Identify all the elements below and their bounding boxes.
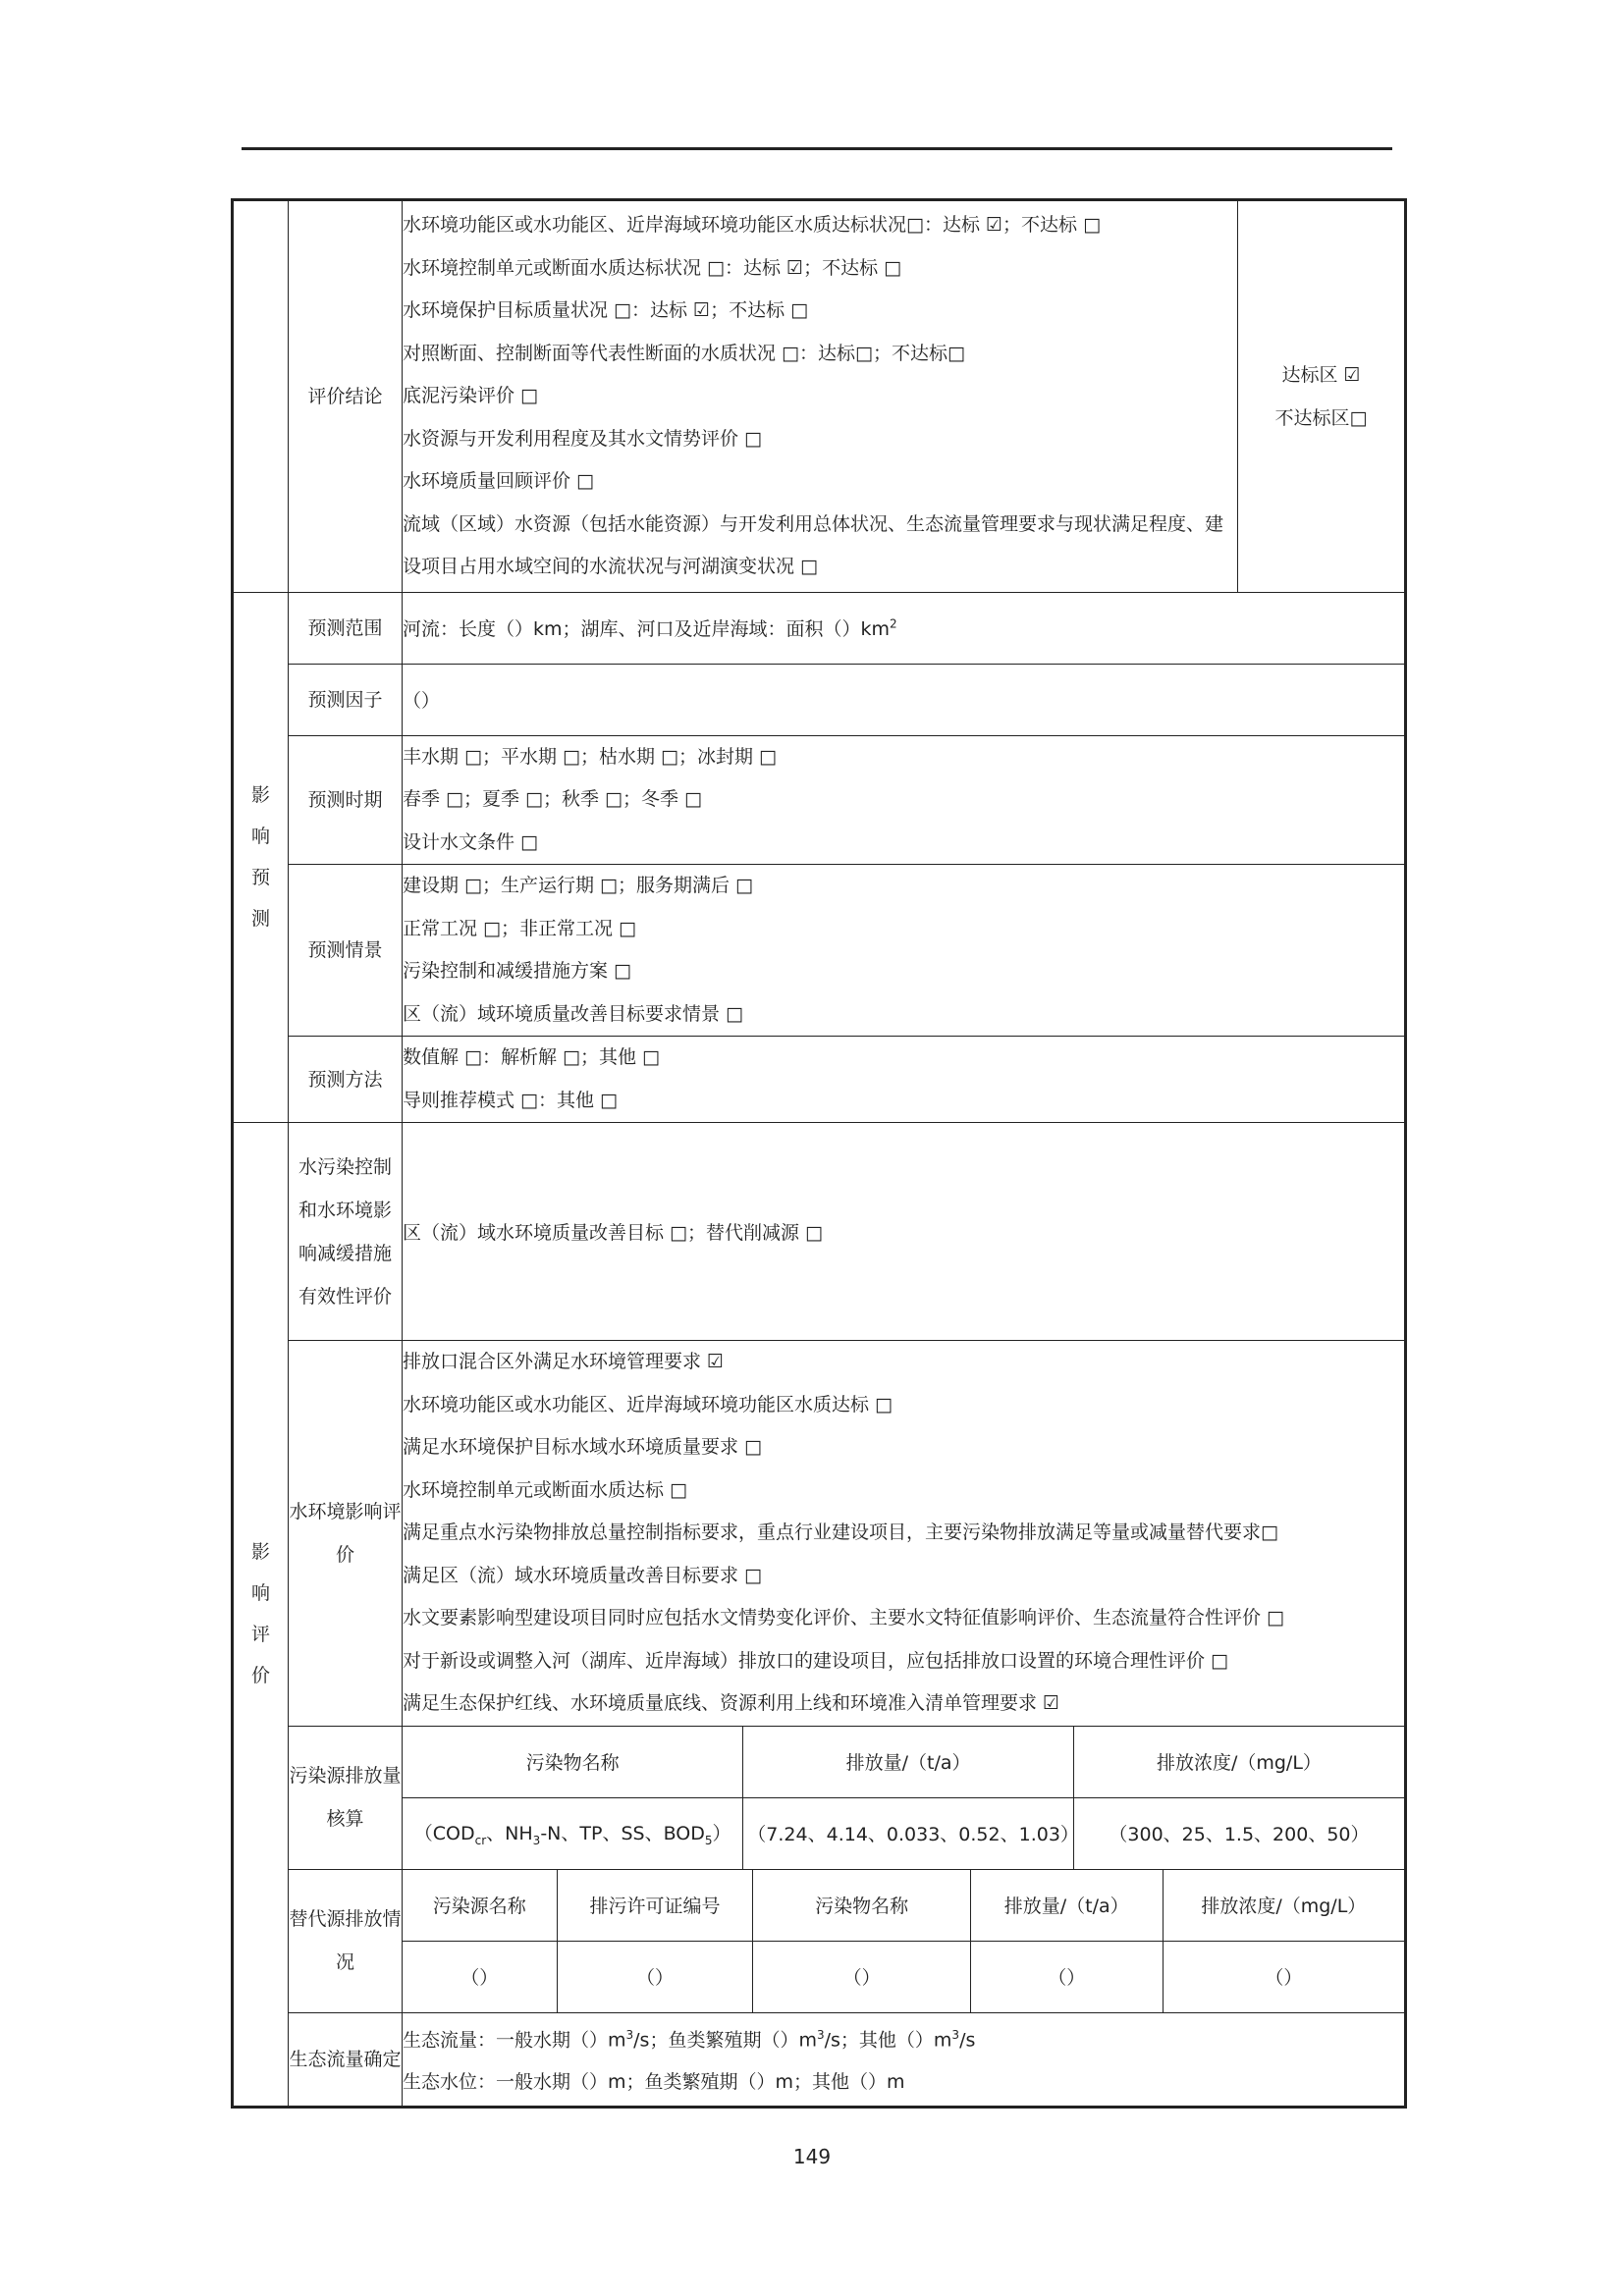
replace-value-cell: （） bbox=[1163, 1941, 1404, 2012]
impact-source-label: 污染源排放量核算 bbox=[289, 1726, 403, 1869]
prediction-factor-content: （） bbox=[403, 664, 1406, 735]
impact-eco-label: 生态流量确定 bbox=[289, 2012, 403, 2107]
source-pollutant-cell: （$COD_{cr}$、$NH_3-N$、TP、SS、$BOD_5$） bbox=[403, 1797, 743, 1869]
replace-value-cell: （） bbox=[557, 1941, 753, 2012]
prediction-period-label: 预测时期 bbox=[289, 735, 403, 865]
evaluation-category bbox=[233, 200, 289, 593]
replace-header-cell: 污染物名称 bbox=[753, 1870, 970, 1942]
replace-header-cell: 污染源名称 bbox=[403, 1870, 557, 1942]
impact-control-content: 区（流）域水环境质量改善目标 □；替代削减源 □ bbox=[403, 1123, 1406, 1341]
non-attainment-zone: 不达标区□ bbox=[1274, 406, 1368, 429]
prediction-factor-row bbox=[233, 664, 1406, 735]
evaluation-line: 水资源与开发利用程度及其水文情势评价 □ bbox=[403, 427, 762, 450]
evaluation-line: 水环境控制单元或断面水质达标状况 □：达标 ☑；不达标 □ bbox=[403, 256, 902, 279]
replace-value-cell: （） bbox=[403, 1941, 557, 2012]
source-amount-cell: （7.24、4.14、0.033、0.52、1.03） bbox=[743, 1797, 1074, 1869]
evaluation-line: 水环境保护目标质量状况 □：达标 ☑；不达标 □ bbox=[403, 299, 809, 321]
prediction-period-content: 丰水期 □；平水期 □；枯水期 □；冰封期 □ 春季 □；夏季 □；秋季 □；冬季 □ 设计水文条件 □ bbox=[403, 735, 1406, 865]
replace-value-cell: （） bbox=[753, 1941, 970, 2012]
impact-category: 影 响 评 价 bbox=[233, 1123, 289, 2108]
source-header-cell: 排放浓度/（mg/L） bbox=[1073, 1727, 1404, 1798]
prediction-factor-label: 预测因子 bbox=[289, 664, 403, 735]
assessment-table bbox=[231, 198, 1407, 2109]
replace-header-cell: 排放量/（t/a） bbox=[970, 1870, 1163, 1942]
source-value-row bbox=[403, 1797, 1404, 1869]
replace-header-row bbox=[403, 1870, 1404, 1942]
prediction-period-row bbox=[233, 735, 1406, 865]
impact-water-row bbox=[233, 1341, 1406, 1727]
prediction-category: 影 响 预 测 bbox=[233, 592, 289, 1123]
evaluation-line: 对照断面、控制断面等代表性断面的水质状况 □：达标□；不达标□ bbox=[403, 342, 965, 364]
impact-source-grid bbox=[403, 1726, 1406, 1869]
impact-control-label: 水污染控制和水环境影响减缓措施有效性评价 bbox=[289, 1123, 403, 1341]
impact-control-row bbox=[233, 1123, 1406, 1341]
replace-header-cell: 排污许可证编号 bbox=[557, 1870, 753, 1942]
impact-water-content: 排放口混合区外满足水环境管理要求 ☑ 水环境功能区或水功能区、近岸海域环境功能区水质达标 □ 满足水环境保护目标水域水环境质量要求 □ 水环境控制单元或断面水质达标 □ 满足重点水污染物排放总量控制指标要求，重点行业建设项目，主要污染物排放满足等量或减量替代要求□ 满足区（流）域水环境质量改善目标要求 □ 水文要素影响型建设项目同时应包括水文情势变化评价、主要水文特征值影响评价、生态流量符合性评价 □ 对于新设或调整入河（湖库、近岸海域）排放口的建设项目，应包括排放口设置的环境合理性评价 □ 满足生态保护红线、水环境质量底线、资源利用上线和环境准入清单管理要求 ☑ bbox=[403, 1341, 1406, 1727]
prediction-method-row bbox=[233, 1037, 1406, 1123]
impact-water-label: 水环境影响评价 bbox=[289, 1341, 403, 1727]
prediction-scenario-label: 预测情景 bbox=[289, 865, 403, 1037]
evaluation-content bbox=[403, 200, 1238, 593]
impact-eco-content bbox=[403, 2012, 1406, 2107]
page-number: 149 bbox=[792, 2145, 832, 2168]
attainment-zone: 达标区 ☑ bbox=[1281, 363, 1361, 386]
prediction-range-row bbox=[233, 592, 1406, 664]
eco-level-line: 生态水位：一般水期（）m；鱼类繁殖期（）m；其他（）m bbox=[403, 2071, 905, 2094]
replace-value-cell: （） bbox=[970, 1941, 1163, 2012]
prediction-method-label: 预测方法 bbox=[289, 1037, 403, 1123]
source-header-cell: 排放量/（t/a） bbox=[743, 1727, 1074, 1798]
impact-source-row bbox=[233, 1726, 1406, 1869]
attainment-zone-cell bbox=[1238, 200, 1406, 593]
eco-flow-line: 生态流量：一般水期$()m^3/s$；鱼类繁殖期$()m^3/s$；其他$()m^3/s$ bbox=[403, 2027, 976, 2051]
prediction-range-label: 预测范围 bbox=[289, 592, 403, 664]
source-header-cell: 污染物名称 bbox=[403, 1727, 743, 1798]
replace-header-cell: 排放浓度/（mg/L） bbox=[1163, 1870, 1404, 1942]
impact-eco-row bbox=[233, 2012, 1406, 2107]
evaluation-line: 水环境功能区或水功能区、近岸海域环境功能区水质达标状况□：达标 ☑；不达标 □ bbox=[403, 214, 1102, 236]
evaluation-line: 底泥污染评价 □ bbox=[403, 385, 538, 406]
source-header-row bbox=[403, 1727, 1404, 1798]
prediction-range-content: 河流：长度（）km；湖库、河口及近岸海域：面积$()km^2$ bbox=[403, 592, 1406, 664]
header-rule bbox=[242, 147, 1392, 150]
impact-replace-label: 替代源排放情况 bbox=[289, 1869, 403, 2012]
impact-replace-grid bbox=[403, 1869, 1406, 2012]
impact-replace-row bbox=[233, 1869, 1406, 2012]
evaluation-label: 评价结论 bbox=[289, 200, 403, 593]
evaluation-row bbox=[233, 200, 1406, 593]
prediction-scenario-content: 建设期 □；生产运行期 □；服务期满后 □ 正常工况 □；非正常工况 □ 污染控制和减缓措施方案 □ 区（流）域环境质量改善目标要求情景 □ bbox=[403, 865, 1406, 1037]
replace-value-row bbox=[403, 1941, 1404, 2012]
source-conc-cell: （300、25、1.5、200、50） bbox=[1073, 1797, 1404, 1869]
evaluation-line: 水环境质量回顾评价 □ bbox=[403, 470, 594, 492]
prediction-scenario-row bbox=[233, 865, 1406, 1037]
prediction-method-content: 数值解 □：解析解 □；其他 □ 导则推荐模式 □：其他 □ bbox=[403, 1037, 1406, 1123]
evaluation-line: 流域（区域）水资源（包括水能资源）与开发利用总体状况、生态流量管理要求与现状满足程度、建设项目占用水域空间的水流状况与河湖演变状况 □ bbox=[403, 512, 1224, 577]
